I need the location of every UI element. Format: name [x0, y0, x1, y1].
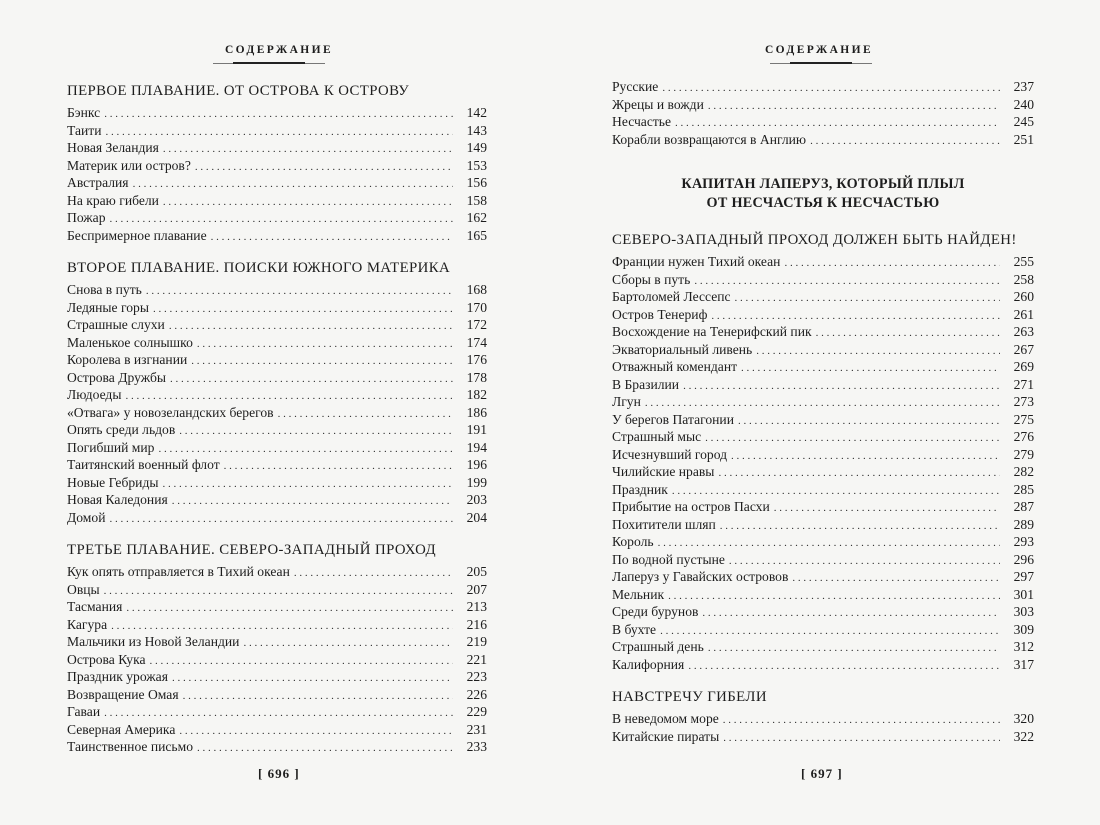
dot-leader [294, 565, 453, 583]
dot-leader [172, 670, 453, 688]
toc-entry[interactable] [612, 411, 1034, 429]
toc-entry[interactable] [612, 271, 1034, 289]
entry-title: Снова в путь [67, 282, 142, 297]
entry-title: Праздник урожая [67, 669, 168, 684]
dot-leader [660, 623, 1000, 641]
entry-title: Пожар [67, 210, 106, 225]
entry-title: Кагура [67, 616, 108, 632]
entry-page-number: 223 [466, 669, 487, 684]
dot-leader [741, 360, 1000, 378]
entry-page-number: 245 [1013, 114, 1034, 129]
part-title-line2: ОТ НЕСЧАСТЬЯ К НЕСЧАСТЬЮ [706, 195, 940, 211]
dot-leader [169, 318, 453, 336]
entry-title: В Бразилии [612, 376, 680, 392]
dot-leader [792, 570, 1000, 588]
entry-title: Ледяные горы [67, 299, 149, 315]
entry-page-number: 267 [1013, 341, 1034, 357]
dot-leader [688, 658, 1000, 676]
entry-title: Бэнкс [67, 105, 101, 120]
entry-page-number: 143 [466, 122, 487, 138]
entry-title: Возвращение Омая [67, 686, 179, 702]
dot-leader [104, 106, 453, 124]
entry-title: Русские [612, 79, 659, 94]
entry-title: Острова Кука [67, 651, 146, 667]
toc-entry[interactable] [67, 139, 487, 157]
entry-page-number: 240 [1013, 96, 1034, 112]
toc-entry[interactable] [612, 481, 1034, 499]
entry-title: Беспримерное плавание [67, 227, 207, 243]
dot-leader [172, 493, 453, 511]
dot-leader [720, 518, 1000, 536]
section-heading: ПЕРВОЕ ПЛАВАНИЕ. ОТ ОСТРОВА К ОСТРОВУ [67, 83, 410, 99]
entry-page-number: 261 [1013, 306, 1034, 322]
entry-page-number: 275 [1013, 411, 1034, 427]
toc-entry[interactable] [67, 281, 487, 299]
entry-title: Король [612, 534, 654, 549]
toc-entry[interactable] [612, 131, 1034, 149]
entry-title: Франции нужен Тихий океан [612, 254, 781, 269]
entry-title: Лгун [612, 394, 641, 409]
entry-title: Страшный день [612, 639, 704, 654]
dot-leader [723, 712, 1000, 730]
toc-entry[interactable] [612, 428, 1034, 446]
toc-entry[interactable] [67, 616, 487, 634]
dot-leader [718, 465, 1000, 483]
entry-title: Среди бурунов [612, 604, 699, 619]
toc-right-sections [612, 229, 1034, 745]
toc-left [67, 80, 487, 756]
dot-leader [179, 423, 453, 441]
entry-page-number: 297 [1013, 569, 1034, 584]
entry-title: Таити [67, 122, 102, 138]
entry-title: Чилийские нравы [612, 464, 715, 479]
toc-entry[interactable] [67, 668, 487, 686]
toc-entry[interactable] [612, 621, 1034, 639]
toc-entry[interactable] [612, 710, 1034, 728]
entry-page-number: 317 [1013, 656, 1034, 672]
entry-title: Таинственное письмо [67, 739, 194, 754]
entry-title: Исчезнувший город [612, 446, 728, 462]
entry-title: Опять среди льдов [67, 422, 176, 437]
dot-leader [756, 343, 1000, 361]
entry-page-number: 219 [466, 634, 487, 649]
entry-page-number: 279 [1013, 446, 1034, 462]
entry-page-number: 216 [466, 616, 487, 632]
entry-title: Маленькое солнышко [67, 334, 193, 350]
entry-title: На краю гибели [67, 192, 159, 208]
toc-entry[interactable] [612, 728, 1034, 746]
entry-page-number: 309 [1013, 621, 1034, 637]
toc-entry[interactable] [612, 446, 1034, 464]
entry-page-number: 178 [466, 369, 487, 385]
toc-entry[interactable] [67, 439, 487, 457]
dot-leader [738, 413, 1000, 431]
entry-page-number: 165 [466, 227, 487, 243]
entry-title: Бартоломей Лессепс [612, 289, 731, 304]
entry-page-number: 204 [466, 509, 487, 525]
section-heading: ВТОРОЕ ПЛАВАНИЕ. ПОИСКИ ЮЖНОГО МАТЕРИКА [67, 260, 451, 276]
toc-entry[interactable] [67, 209, 487, 227]
toc-entry[interactable] [67, 334, 487, 352]
toc-entry[interactable] [612, 463, 1034, 481]
entry-page-number: 258 [1013, 271, 1034, 287]
entry-page-number: 142 [466, 105, 487, 120]
dot-leader [195, 159, 453, 177]
toc-entry[interactable] [67, 633, 487, 651]
entry-page-number: 289 [1013, 516, 1034, 532]
toc-entry[interactable] [612, 306, 1034, 324]
entry-page-number: 231 [466, 721, 487, 737]
toc-entry[interactable] [67, 174, 487, 192]
dot-leader [816, 325, 1000, 343]
toc-entry[interactable] [67, 104, 487, 122]
toc-entry[interactable] [612, 96, 1034, 114]
entry-title: Калифорния [612, 656, 685, 672]
dot-leader [708, 640, 1000, 658]
entry-title: Гаваи [67, 704, 101, 719]
entry-page-number: 174 [466, 334, 487, 350]
section-heading: СЕВЕРО-ЗАПАДНЫЙ ПРОХОД ДОЛЖЕН БЫТЬ НАЙДЕН! [612, 232, 1017, 248]
part-title-line1: КАПИТАН ЛАПЕРУЗ, КОТОРЫЙ ПЛЫЛ [681, 176, 965, 192]
entry-page-number: 149 [466, 140, 487, 155]
toc-entry[interactable] [612, 568, 1034, 586]
page-number: [ 697 ] [801, 766, 843, 781]
entry-page-number: 296 [1013, 551, 1034, 567]
entry-page-number: 229 [466, 704, 487, 719]
toc-entry[interactable] [612, 586, 1034, 604]
toc-entry[interactable] [67, 509, 487, 527]
entry-page-number: 221 [466, 651, 487, 667]
toc-entry[interactable] [612, 638, 1034, 656]
entry-title: Экваториальный ливень [612, 341, 753, 357]
entry-title: Кук опять отправляется в Тихий океан [67, 564, 290, 579]
section-heading: ТРЕТЬЕ ПЛАВАНИЕ. СЕВЕРО-ЗАПАДНЫЙ ПРОХОД [67, 542, 436, 558]
dot-leader [146, 283, 453, 301]
entry-page-number: 260 [1013, 289, 1034, 304]
entry-title: У берегов Патагонии [612, 411, 734, 427]
toc-entry[interactable] [67, 456, 487, 474]
toc-entry[interactable] [612, 551, 1034, 569]
entry-page-number: 213 [466, 599, 487, 614]
entry-title: Прибытие на остров Пасхи [612, 499, 770, 514]
entry-page-number: 271 [1013, 376, 1034, 392]
dot-leader [191, 353, 453, 371]
continued-entries [612, 78, 1034, 148]
entry-page-number: 168 [466, 282, 487, 297]
dot-leader [197, 740, 453, 758]
toc-entry[interactable] [67, 738, 487, 756]
entry-title: Австралия [67, 175, 129, 190]
entry-page-number: 194 [466, 439, 487, 455]
ornamental-rule [233, 62, 305, 64]
entry-title: Королева в изгнании [67, 352, 188, 367]
entry-page-number: 156 [466, 175, 487, 190]
entry-title: Мальчики из Новой Зеландии [67, 634, 240, 649]
toc-entry[interactable] [67, 157, 487, 175]
entry-title: «Отвага» у новозеландских берегов [67, 404, 274, 420]
dot-leader [197, 336, 453, 354]
entry-title: Новые Гебриды [67, 474, 159, 490]
running-head: СОДЕРЖАНИЕ [764, 44, 874, 56]
entry-title: По водной пустыне [612, 551, 725, 567]
entry-page-number: 205 [466, 564, 487, 579]
entry-page-number: 162 [466, 210, 487, 225]
toc-entry[interactable] [612, 533, 1034, 551]
entry-title: Страшные слухи [67, 317, 165, 332]
toc-entry[interactable] [67, 563, 487, 581]
entry-title: Овцы [67, 581, 100, 597]
entry-title: Домой [67, 509, 106, 525]
toc-entry[interactable] [67, 598, 487, 616]
dot-leader [668, 588, 1000, 606]
entry-title: Лаперуз у Гавайских островов [612, 569, 789, 584]
dot-leader [170, 371, 453, 389]
dot-leader [278, 406, 453, 424]
entry-title: Новая Зеландия [67, 140, 159, 155]
entry-title: Похитители шляп [612, 516, 716, 532]
toc-entry[interactable] [612, 288, 1034, 306]
entry-page-number: 182 [466, 387, 487, 402]
dot-leader [662, 80, 1000, 98]
entry-page-number: 322 [1013, 728, 1034, 744]
toc-entry[interactable] [67, 227, 487, 245]
dot-leader [731, 448, 1000, 466]
toc-entry[interactable] [67, 491, 487, 509]
running-head: СОДЕРЖАНИЕ [224, 44, 334, 56]
toc-entry[interactable] [612, 603, 1034, 621]
entry-page-number: 301 [1013, 586, 1034, 602]
dot-leader [104, 583, 453, 601]
toc-entry[interactable] [67, 386, 487, 404]
entry-page-number: 255 [1013, 254, 1034, 269]
entry-page-number: 263 [1013, 324, 1034, 339]
entry-page-number: 191 [466, 422, 487, 437]
dot-leader [133, 176, 453, 194]
entry-title: В бухте [612, 621, 657, 637]
toc-entry[interactable] [67, 721, 487, 739]
entry-page-number: 172 [466, 317, 487, 332]
entry-title: Погибший мир [67, 439, 155, 455]
entry-page-number: 170 [466, 299, 487, 315]
toc-entry[interactable] [67, 122, 487, 140]
dot-leader [224, 458, 453, 476]
entry-page-number: 199 [466, 474, 487, 490]
toc-entry[interactable] [67, 192, 487, 210]
entry-page-number: 158 [466, 192, 487, 208]
entry-title: Таитянский военный флот [67, 457, 220, 472]
dot-leader [153, 301, 453, 319]
entry-title: Тасмания [67, 599, 123, 614]
toc-entry[interactable] [67, 651, 487, 669]
dot-leader [702, 605, 1000, 623]
dot-leader [110, 511, 454, 529]
toc-entry[interactable] [67, 299, 487, 317]
entry-title: Новая Каледония [67, 492, 168, 507]
entry-title: Людоеды [67, 387, 122, 402]
dot-leader [694, 273, 1000, 291]
dot-leader [705, 430, 1000, 448]
dot-leader [723, 730, 1000, 748]
dot-leader [810, 133, 1000, 151]
toc-entry[interactable] [67, 404, 487, 422]
entry-title: Страшный мыс [612, 429, 702, 444]
entry-title: Сборы в путь [612, 271, 691, 287]
ornamental-rule [790, 62, 852, 64]
toc-entry[interactable] [612, 341, 1034, 359]
entry-page-number: 233 [466, 739, 487, 754]
dot-leader [243, 635, 453, 653]
toc-entry[interactable] [67, 474, 487, 492]
toc-entry[interactable] [612, 323, 1034, 341]
entry-title: Отважный комендант [612, 359, 738, 374]
entry-page-number: 207 [466, 581, 487, 597]
entry-page-number: 176 [466, 352, 487, 367]
entry-page-number: 237 [1013, 79, 1034, 94]
entry-title: Острова Дружбы [67, 369, 166, 385]
toc-entry[interactable] [67, 369, 487, 387]
entry-page-number: 276 [1013, 429, 1034, 444]
right-page [550, 0, 1100, 825]
entry-page-number: 269 [1013, 359, 1034, 374]
entry-page-number: 320 [1013, 711, 1034, 726]
entry-title: Северная Америка [67, 721, 176, 737]
section-heading: НАВСТРЕЧУ ГИБЕЛИ [612, 689, 767, 705]
dot-leader [708, 98, 1000, 116]
toc-entry[interactable] [67, 316, 487, 334]
entry-title: Материк или остров? [67, 157, 191, 173]
toc-entry[interactable] [612, 516, 1034, 534]
entry-title: В неведомом море [612, 711, 719, 726]
entry-title: Восхождение на Тенерифский пик [612, 324, 812, 339]
entry-page-number: 303 [1013, 604, 1034, 619]
toc-entry[interactable] [612, 253, 1034, 271]
toc-entry[interactable] [612, 393, 1034, 411]
toc-entry[interactable] [67, 581, 487, 599]
entry-title: Корабли возвращаются в Англию [612, 131, 807, 147]
dot-leader [735, 290, 1000, 308]
dot-leader [774, 500, 1000, 518]
dot-leader [683, 378, 1000, 396]
entry-title: Китайские пираты [612, 728, 720, 744]
toc-entry[interactable] [67, 686, 487, 704]
toc-entry[interactable] [67, 421, 487, 439]
toc-entry[interactable] [612, 358, 1034, 376]
entry-page-number: 196 [466, 457, 487, 472]
dot-leader [179, 723, 453, 741]
dot-leader [126, 600, 453, 618]
entry-title: Жрецы и вожди [612, 96, 704, 112]
entry-page-number: 273 [1013, 394, 1034, 409]
entry-page-number: 153 [466, 157, 487, 173]
entry-title: Несчастье [612, 114, 672, 129]
toc-entry[interactable] [612, 113, 1034, 131]
entry-page-number: 282 [1013, 464, 1034, 479]
toc-entry[interactable] [67, 351, 487, 369]
entry-title: Праздник [612, 481, 668, 497]
toc-entry[interactable] [612, 376, 1034, 394]
toc-entry[interactable] [612, 656, 1034, 674]
entry-page-number: 203 [466, 492, 487, 507]
dot-leader [183, 688, 453, 706]
dot-leader [163, 141, 453, 159]
entry-page-number: 285 [1013, 481, 1034, 497]
entry-page-number: 251 [1013, 131, 1034, 147]
toc-entry[interactable] [67, 703, 487, 721]
entry-title: Остров Тенериф [612, 306, 708, 322]
dot-leader [163, 476, 454, 494]
dot-leader [211, 229, 453, 247]
dot-leader [784, 255, 1000, 273]
page-number: [ 696 ] [258, 766, 300, 781]
entry-page-number: 287 [1013, 499, 1034, 514]
toc-entry[interactable] [612, 498, 1034, 516]
dot-leader [150, 653, 454, 671]
part-title [612, 175, 1034, 213]
dot-leader [163, 194, 453, 212]
entry-page-number: 186 [466, 404, 487, 420]
entry-page-number: 226 [466, 686, 487, 702]
toc-right [612, 78, 1034, 745]
entry-page-number: 293 [1013, 534, 1034, 549]
entry-title: Мельник [612, 586, 665, 602]
toc-entry[interactable] [612, 78, 1034, 96]
entry-page-number: 312 [1013, 639, 1034, 654]
